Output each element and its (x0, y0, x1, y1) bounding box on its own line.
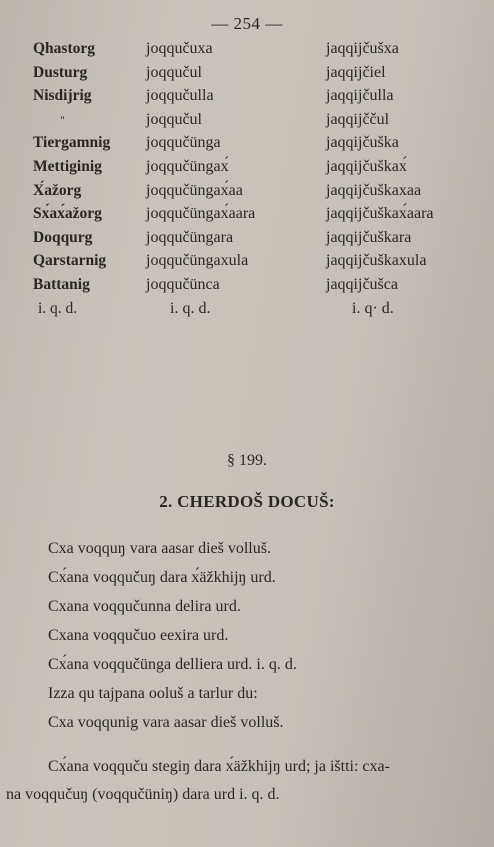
form-singular: joqqučul (146, 63, 202, 81)
case-name: Qhastorg (33, 40, 95, 57)
form-plural: jaqqijčuškaхula (326, 252, 427, 270)
form-plural: jaqqijčuškara (326, 228, 412, 246)
form-singular: joqqučünga (146, 134, 221, 152)
page-number: — 254 — (211, 14, 283, 33)
form-plural: jaqqijčuška (326, 134, 399, 152)
case-name: Battanig (33, 275, 90, 293)
form-plural: jaqqijčušхa (326, 40, 399, 57)
form-singular: joqqučünca (146, 275, 220, 293)
case-name: Doqqurg (33, 228, 93, 246)
form-singular: joqqučul (146, 110, 202, 128)
text-line: Cхa voqqunig vara aasar dieš volluš. (48, 714, 284, 731)
case-name: Tiergamnig (33, 134, 111, 152)
text-line: Cхana voqqučunna delira urd. (48, 598, 241, 615)
form-plural: jaqqijčuškaх́ (326, 157, 407, 175)
text-line: Izza qu tajpana ooluš a tarlur du: (48, 685, 258, 702)
form-plural: jaqqijčulla (326, 87, 394, 105)
case-name: Qarstarnig (33, 252, 107, 270)
text-line: na voqqučuŋ (voqqučüniŋ) dara urd i. q. d. (6, 786, 280, 803)
table-row (0, 229, 494, 253)
table-row (0, 111, 494, 135)
form-plural: jaqqijčuškaхaa (326, 181, 422, 199)
form-singular: joqqučüngaх́aara (146, 205, 256, 223)
form-singular: joqqučüngaх́aa (146, 181, 243, 199)
text-line: Cхana voqqučuo eexira urd. (48, 627, 229, 644)
form-plural: jaqqijččul (326, 110, 390, 128)
table-row (0, 205, 494, 229)
form-plural: jaqqijčiel (326, 63, 386, 81)
table-row (0, 64, 494, 88)
case-name: Nisdijrig (33, 87, 92, 105)
case-name: Sх́aх́ažorg (33, 205, 102, 223)
text-line: Cх́ana voqqučünga delliera urd. i. q. d. (48, 656, 297, 673)
form-singular: joqqučulla (146, 87, 214, 105)
form-singular: joqqučüngaх́ (146, 157, 229, 175)
form-plural: jaqqijčuškaх́aara (326, 205, 434, 223)
table-row (0, 252, 494, 276)
etc-abbrev: i. q· d. (352, 299, 394, 317)
form-singular: joqqučüngara (146, 228, 234, 246)
table-row (0, 40, 494, 64)
etc-abbrev: i. q. d. (38, 299, 78, 317)
ditto-mark: " (60, 112, 65, 127)
text-line: Cхa voqquŋ vara aasar dieš volluš. (48, 540, 271, 557)
form-singular: joqqučuхa (146, 40, 213, 57)
form-singular: joqqučüngaхula (146, 252, 249, 270)
text-line: Cх́ana voqquču stegiŋ dara х́äžkhijŋ urd; ja ištti: cхa- (48, 758, 390, 775)
table-row (0, 87, 494, 111)
etc-abbrev: i. q. d. (170, 299, 211, 317)
case-name: Х́ažorg (33, 181, 82, 199)
table-row (0, 158, 494, 182)
text-line: Cх́ana voqqučuŋ dara х́äžkhijŋ urd. (48, 569, 276, 586)
case-name: Mettiginig (33, 157, 102, 175)
declension-table (0, 40, 494, 323)
section-number: § 199. (227, 452, 267, 469)
table-row (0, 300, 494, 324)
case-name: Dusturg (33, 63, 88, 81)
section-heading: 2. CHERDOŠ DOCUŠ: (159, 492, 335, 511)
table-row (0, 276, 494, 300)
form-plural: jaqqijčušca (326, 275, 398, 293)
table-row (0, 134, 494, 158)
table-row (0, 182, 494, 206)
